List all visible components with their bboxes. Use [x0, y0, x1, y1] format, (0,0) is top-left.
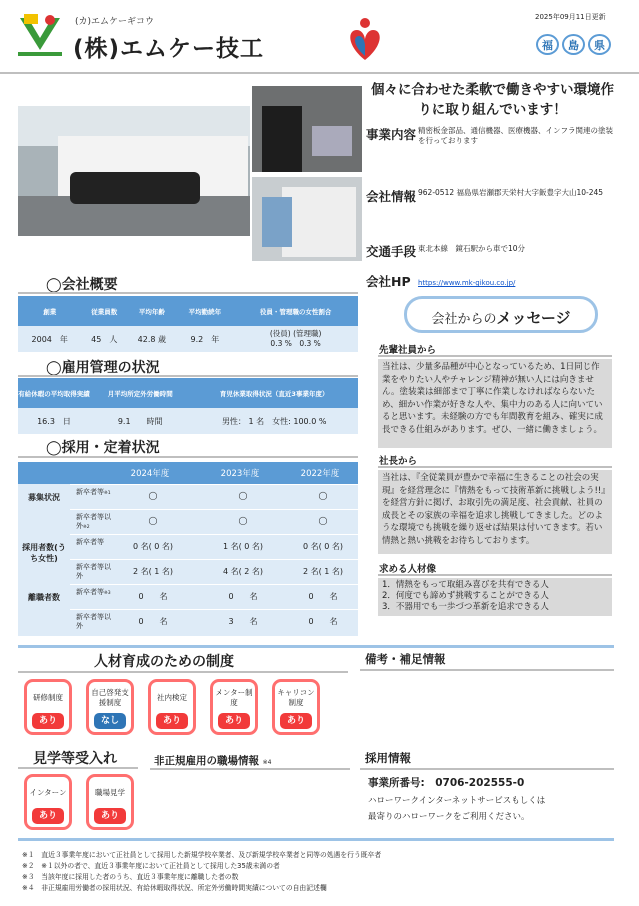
- remarks-title: 備考・補足情報: [365, 652, 446, 666]
- year-header: 2024年度: [130, 469, 170, 479]
- employment-title: ◯雇用管理の状況: [46, 360, 160, 376]
- row-group-label: 募集状況: [28, 493, 60, 502]
- recruit-cell: 0 名( 0 名): [132, 542, 174, 551]
- company-name: (株)エムケー技工: [73, 36, 265, 62]
- recruit-cell: 0 名: [138, 617, 168, 626]
- badge-label: 職場見学: [95, 788, 125, 797]
- hellowork-line: ハローワークインターネットサービスもしくは: [368, 796, 546, 806]
- section-underline: [18, 767, 138, 769]
- pref-char: 島: [562, 34, 585, 55]
- seek-list: [378, 578, 612, 616]
- row-sub-label: [76, 563, 112, 582]
- manager-pct: 0.3 %: [299, 339, 321, 348]
- section-underline: [18, 292, 358, 294]
- recruit-cell: 0 名: [308, 617, 338, 626]
- unit: 年: [59, 334, 68, 344]
- employees-value: 45: [91, 334, 102, 344]
- unit: 年: [211, 334, 220, 344]
- row-sub-label: [76, 588, 112, 598]
- divider: [18, 645, 614, 648]
- officer-pct: 0.3 %: [270, 339, 292, 348]
- manager-label: (管理職): [293, 329, 322, 338]
- business-text: 精密板金部品、通信機器、医療機器、インフラ関連の塗装を行っております: [418, 126, 613, 145]
- overview-header: 役員・管理職の女性割合: [233, 296, 358, 326]
- seek-item: 1．情熱をもって取組み喜びを共有できる人: [382, 580, 549, 590]
- female-ratio-cell: [233, 326, 358, 352]
- unit: 時間: [146, 416, 163, 426]
- male-label: 男性：: [221, 416, 246, 426]
- nonregular-title: [154, 753, 272, 768]
- catch-copy: 個々に合わせた柔軟で働きやすい環境作りに取り組んでいます！: [371, 82, 614, 118]
- employees-cell: [81, 326, 127, 352]
- recruit-cell: ◯: [148, 516, 158, 525]
- row-sub-text: 新卒者等以外: [76, 563, 111, 580]
- pref-char: 県: [588, 34, 611, 55]
- age-cell: [127, 326, 176, 352]
- training-title: 人材育成のための制度: [94, 654, 234, 670]
- founded-value: 2004: [31, 334, 52, 344]
- seek-title: 求める人材像: [379, 564, 437, 575]
- message-box-text: 会社からの: [431, 312, 497, 327]
- founded-cell: [18, 326, 81, 352]
- childcare-cell: [190, 408, 358, 434]
- painting-photo: [252, 177, 362, 261]
- overview-table: [18, 296, 358, 352]
- recruit-table: [18, 462, 358, 636]
- row-note: ※2: [83, 525, 90, 530]
- section-underline: [378, 355, 612, 357]
- row-divider: [70, 534, 358, 535]
- president-title: 社長から: [379, 456, 418, 467]
- male-value: 1: [248, 416, 254, 426]
- visit-badge: [86, 774, 134, 830]
- badge-value: あり: [218, 713, 250, 729]
- recruit-cell: 0 名: [138, 592, 168, 601]
- office-number-value: 0706-202555-0: [435, 777, 525, 789]
- section-underline: [18, 671, 348, 673]
- updated-date: 2025年09月11日更新: [535, 13, 606, 21]
- row-group-label: 離職者数: [28, 593, 60, 602]
- footnote: ※４ 非正規雇用労働者の採用状況、有給休暇取得状況、所定外労働時間実績についての自由記述欄: [22, 884, 327, 892]
- badge-label: 自己啓発支援制度: [91, 688, 129, 707]
- footnote: ※２ ※１以外の者で、直近３事業年度において正社員として採用した35歳未満の者: [22, 862, 280, 870]
- training-badge: [272, 679, 320, 735]
- unit: 人: [109, 334, 118, 344]
- recruit-cell: ◯: [238, 516, 248, 525]
- badge-value: なし: [94, 713, 126, 729]
- section-underline: [150, 768, 350, 770]
- badge-value: あり: [280, 713, 312, 729]
- row-divider: [70, 509, 358, 510]
- row-sub-text: 新卒者等: [76, 538, 104, 546]
- recruit-cell: 2 名( 1 名): [132, 567, 174, 576]
- recruit-cell: 1 名( 0 名): [222, 542, 264, 551]
- president-message: 当社は、『全従業員が豊かで幸福に生きることの社会の実現』を経営理念に『情熱をもって技術革新に挑戦しよう!!』を経営方針に掲げ、お取引先の満足度、社会貢献、社員の成長とその家族の幸福を追求し挑戦してきました。どのような環境でも挑戦を繰り返せば結果は付いてきます。若い情熱と熱い挑戦をお待ちしております。: [378, 470, 612, 554]
- badge-label: インターン: [29, 788, 67, 797]
- badge-value: あり: [94, 808, 126, 824]
- footnote: ※１ 直近３事業年度において正社員として採用した新規学校卒業者、及び新規学校卒業者と同等の処遇を行う既卒者: [22, 851, 382, 859]
- row-sub-label: [76, 538, 112, 548]
- badge-label: 社内検定: [157, 693, 187, 702]
- employment-header: 有給休暇の平均取得実績: [18, 378, 90, 408]
- training-badge: [86, 679, 134, 735]
- overview-header: 平均勤続年: [177, 296, 234, 326]
- company-furigana: (カ)エムケーギコウ: [75, 17, 155, 27]
- training-badge: [24, 679, 72, 735]
- section-underline: [360, 669, 614, 671]
- footnotes: [22, 850, 381, 894]
- officer-label: (役員): [269, 329, 291, 338]
- row-sub-text: 新卒者等: [76, 488, 104, 496]
- access-label: 交通手段: [366, 244, 417, 259]
- recruit-info-title: 採用情報: [365, 751, 411, 765]
- divider: [0, 72, 639, 74]
- recruit-cell: 4 名( 2 名): [222, 567, 264, 576]
- seek-item: 3．不器用でも一歩づつ革新を追求できる人: [382, 602, 549, 612]
- row-sub-label: [76, 488, 112, 498]
- year-header: 2023年度: [220, 469, 260, 479]
- section-underline: [378, 574, 612, 576]
- office-number: [368, 775, 524, 790]
- year-header: 2022年度: [300, 469, 340, 479]
- recruit-cell: ◯: [238, 491, 248, 500]
- prefecture-badge: [536, 34, 611, 55]
- recruit-cell: 2 名( 1 名): [302, 567, 344, 576]
- badge-value: あり: [156, 713, 188, 729]
- employment-header: 月平均所定外労働時間: [90, 378, 190, 408]
- company-logo: [16, 12, 64, 58]
- row-divider: [70, 484, 358, 485]
- overtime-value: 9.1: [117, 416, 131, 426]
- group-photo: [18, 106, 250, 236]
- recruit-title: ◯採用・定着状況: [46, 440, 160, 456]
- row-divider: [70, 559, 358, 560]
- visit-badge: [24, 774, 72, 830]
- female-label: 女性:: [272, 416, 291, 426]
- recruit-cell: 0 名( 0 名): [302, 542, 344, 551]
- senior-title: 先輩社員から: [379, 345, 437, 356]
- pref-char: 福: [536, 34, 559, 55]
- recruit-cell: ◯: [148, 491, 158, 500]
- employment-header: 育児休業取得状況（直近3事業年度）: [190, 378, 358, 408]
- worker-tablet-photo: [252, 86, 362, 172]
- message-box: [404, 296, 598, 333]
- leave-value: 16.3: [37, 416, 55, 426]
- recruit-cell: 3 名: [228, 617, 258, 626]
- overview-title: ◯会社概要: [46, 277, 118, 293]
- overview-header: 従業員数: [81, 296, 127, 326]
- female-value: 100.0 %: [293, 416, 327, 426]
- tenure-value: 9.2: [190, 334, 204, 344]
- badge-label: メンター制度: [215, 688, 253, 707]
- business-label: 事業内容: [366, 127, 417, 142]
- address-text: 962-0512 福島県岩瀬郡天栄村大字飯豊字大山10-245: [418, 188, 604, 197]
- footnote: ※３ 当該年度に採用した者のうち、直近３事業年度に離職した者の数: [22, 873, 239, 881]
- company-hp-link[interactable]: https://www.mk-gikou.co.jp/: [418, 279, 516, 287]
- leave-cell: [18, 408, 90, 434]
- message-box-bold: メッセージ: [496, 309, 571, 327]
- seek-item: 2．何度でも諦めず挑戦することができる人: [382, 591, 549, 601]
- access-text: 東北本線 鏡石駅から車で10分: [418, 244, 526, 253]
- hellowork-line: 最寄りのハローワークをご利用ください。: [368, 812, 530, 822]
- office-number-label: 事業所番号:: [368, 777, 425, 789]
- section-underline: [18, 375, 358, 377]
- visit-title: 見学等受入れ: [33, 751, 117, 767]
- row-divider: [70, 609, 358, 610]
- row-sub-label: [76, 613, 112, 632]
- unit: 名: [256, 416, 265, 426]
- row-group-label: 採用者数(うち女性): [22, 543, 66, 563]
- row-sub-text: 新卒者等: [76, 588, 104, 596]
- employment-table: [18, 378, 358, 434]
- badge-label: 研修制度: [33, 693, 63, 702]
- badge-label: キャリコン制度: [277, 688, 315, 707]
- row-note: ※1: [104, 491, 111, 496]
- age-value: 42.8: [137, 334, 156, 344]
- overview-header: 平均年齢: [127, 296, 176, 326]
- tenure-cell: [177, 326, 234, 352]
- section-underline: [378, 466, 612, 468]
- nonregular-note: ※4: [262, 759, 272, 766]
- section-underline: [360, 768, 614, 770]
- unit: 日: [62, 416, 71, 426]
- recruit-cell: 0 名: [308, 592, 338, 601]
- row-sub-label: [76, 513, 112, 532]
- row-note: ※3: [104, 591, 111, 596]
- divider: [18, 838, 614, 841]
- recruit-cell: ◯: [318, 491, 328, 500]
- training-badge: [148, 679, 196, 735]
- row-sub-text: 新卒者等以外: [76, 613, 111, 630]
- recruit-cell: ◯: [318, 516, 328, 525]
- row-divider: [70, 584, 358, 585]
- nonregular-title-text: 非正規雇用の職場情報: [154, 755, 259, 767]
- company-info-label: 会社情報: [366, 189, 417, 204]
- section-underline: [18, 456, 358, 458]
- overtime-cell: [90, 408, 190, 434]
- unit: 歳: [158, 334, 166, 344]
- row-sub-text: 新卒者等以外: [76, 513, 111, 530]
- overview-header: 創業: [18, 296, 81, 326]
- hp-label: 会社HP: [366, 274, 411, 289]
- training-badge: [210, 679, 258, 735]
- senior-message: 当社は、少量多品種が中心となっているため、1日同じ作業をやりたい人やチャレンジ精神が無い人には向きません。塗装業は細部まで丁寧に作業しなければならないため、細かい作業が好きな人や、集中力のある人に向いていると思います。未経験の方でも年間教育を組み、確実に成長できる仕組みがあります。ぜひ、一緒に働きましょう。: [378, 359, 612, 448]
- recruit-cell: 0 名: [228, 592, 258, 601]
- badge-value: あり: [32, 713, 64, 729]
- youth-yell-icon: [345, 16, 385, 62]
- badge-value: あり: [32, 808, 64, 824]
